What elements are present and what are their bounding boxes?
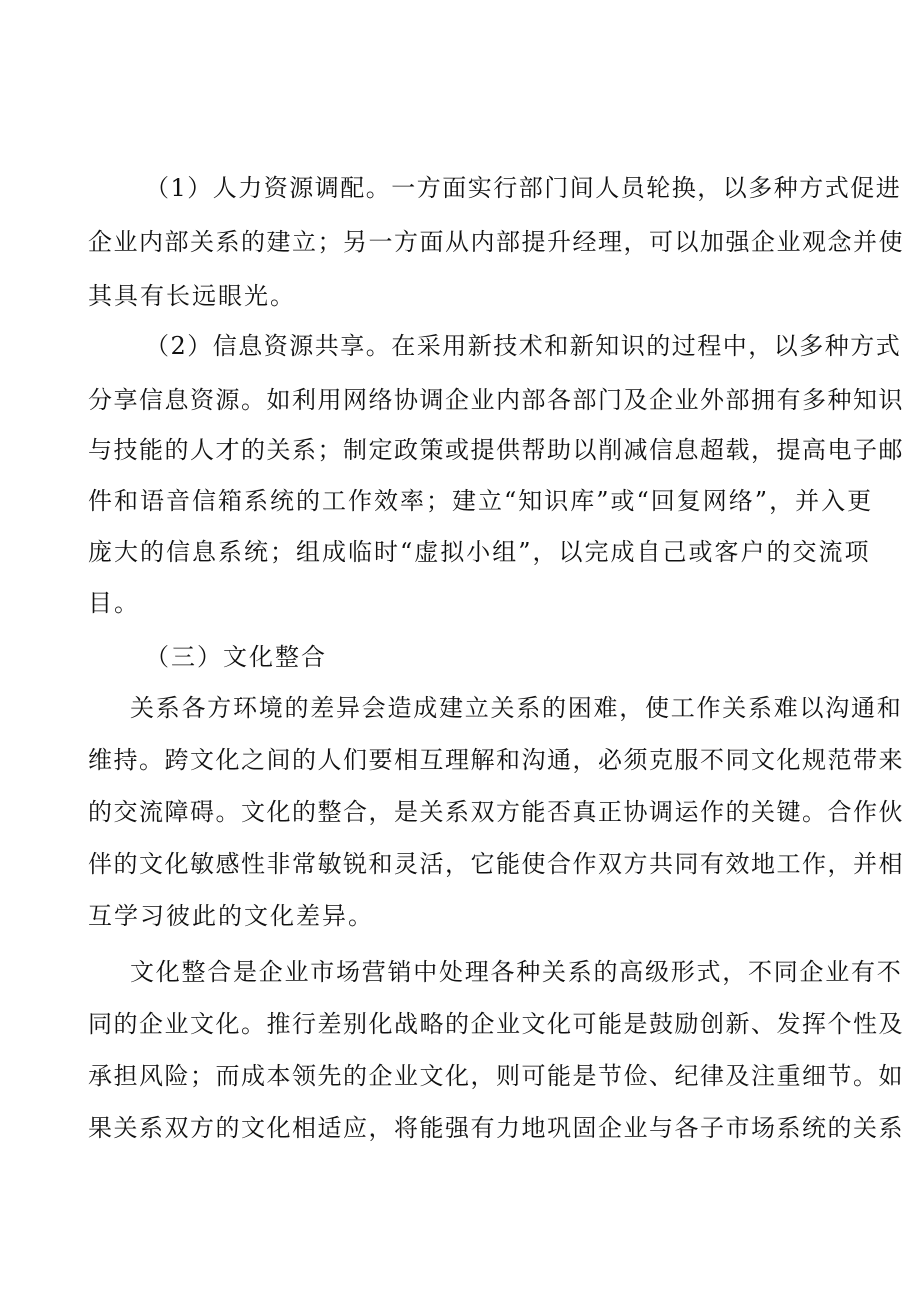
- paragraph-2-line-1: （2）信息资源共享。在采用新技术和新知识的过程中，以多种方式: [145, 332, 902, 360]
- paragraph-2-line-2: 分享信息资源。如利用网络协调企业内部各部门及企业外部拥有多种知识: [88, 386, 904, 414]
- section-heading: （三）文化整合: [145, 643, 327, 671]
- paragraph-4-line-2: 同的企业文化。推行差别化战略的企业文化可能是鼓励创新、发挥个性及: [88, 1010, 904, 1038]
- paragraph-1-line-1: （1）人力资源调配。一方面实行部门间人员轮换，以多种方式促进: [145, 174, 902, 202]
- paragraph-2-line-3: 与技能的人才的关系；制定政策或提供帮助以削减信息超载，提高电子邮: [88, 436, 904, 464]
- paragraph-2-line-5: 庞大的信息系统；组成临时“虚拟小组”，以完成自己或客户的交流项: [88, 538, 871, 566]
- paragraph-4-line-3: 承担风险；而成本领先的企业文化，则可能是节俭、纪律及注重细节。如: [88, 1062, 904, 1090]
- paragraph-2-line-6: 目。: [88, 589, 140, 617]
- paragraph-2-line-4: 件和语音信箱系统的工作效率；建立“知识库”或“回复网络”，并入更: [88, 487, 874, 515]
- paragraph-3-line-1: 关系各方环境的差异会造成建立关系的困难，使工作关系难以沟通和: [130, 694, 903, 722]
- paragraph-3-line-2: 维持。跨文化之间的人们要相互理解和沟通，必须克服不同文化规范带来: [88, 746, 904, 774]
- paragraph-4-line-4: 果关系双方的文化相适应，将能强有力地巩固企业与各子市场系统的关系: [88, 1114, 904, 1142]
- paragraph-1-line-2: 企业内部关系的建立；另一方面从内部提升经理，可以加强企业观念并使: [88, 228, 904, 256]
- paragraph-1-line-3: 其具有长远眼光。: [88, 282, 296, 310]
- paragraph-3-line-4: 伴的文化敏感性非常敏锐和灵活，它能使合作双方共同有效地工作，并相: [88, 850, 904, 878]
- paragraph-4-line-1: 文化整合是企业市场营销中处理各种关系的高级形式，不同企业有不: [130, 958, 903, 986]
- paragraph-3-line-3: 的交流障碍。文化的整合，是关系双方能否真正协调运作的关键。合作伙: [88, 798, 904, 826]
- paragraph-3-line-5: 互学习彼此的文化差异。: [88, 902, 374, 930]
